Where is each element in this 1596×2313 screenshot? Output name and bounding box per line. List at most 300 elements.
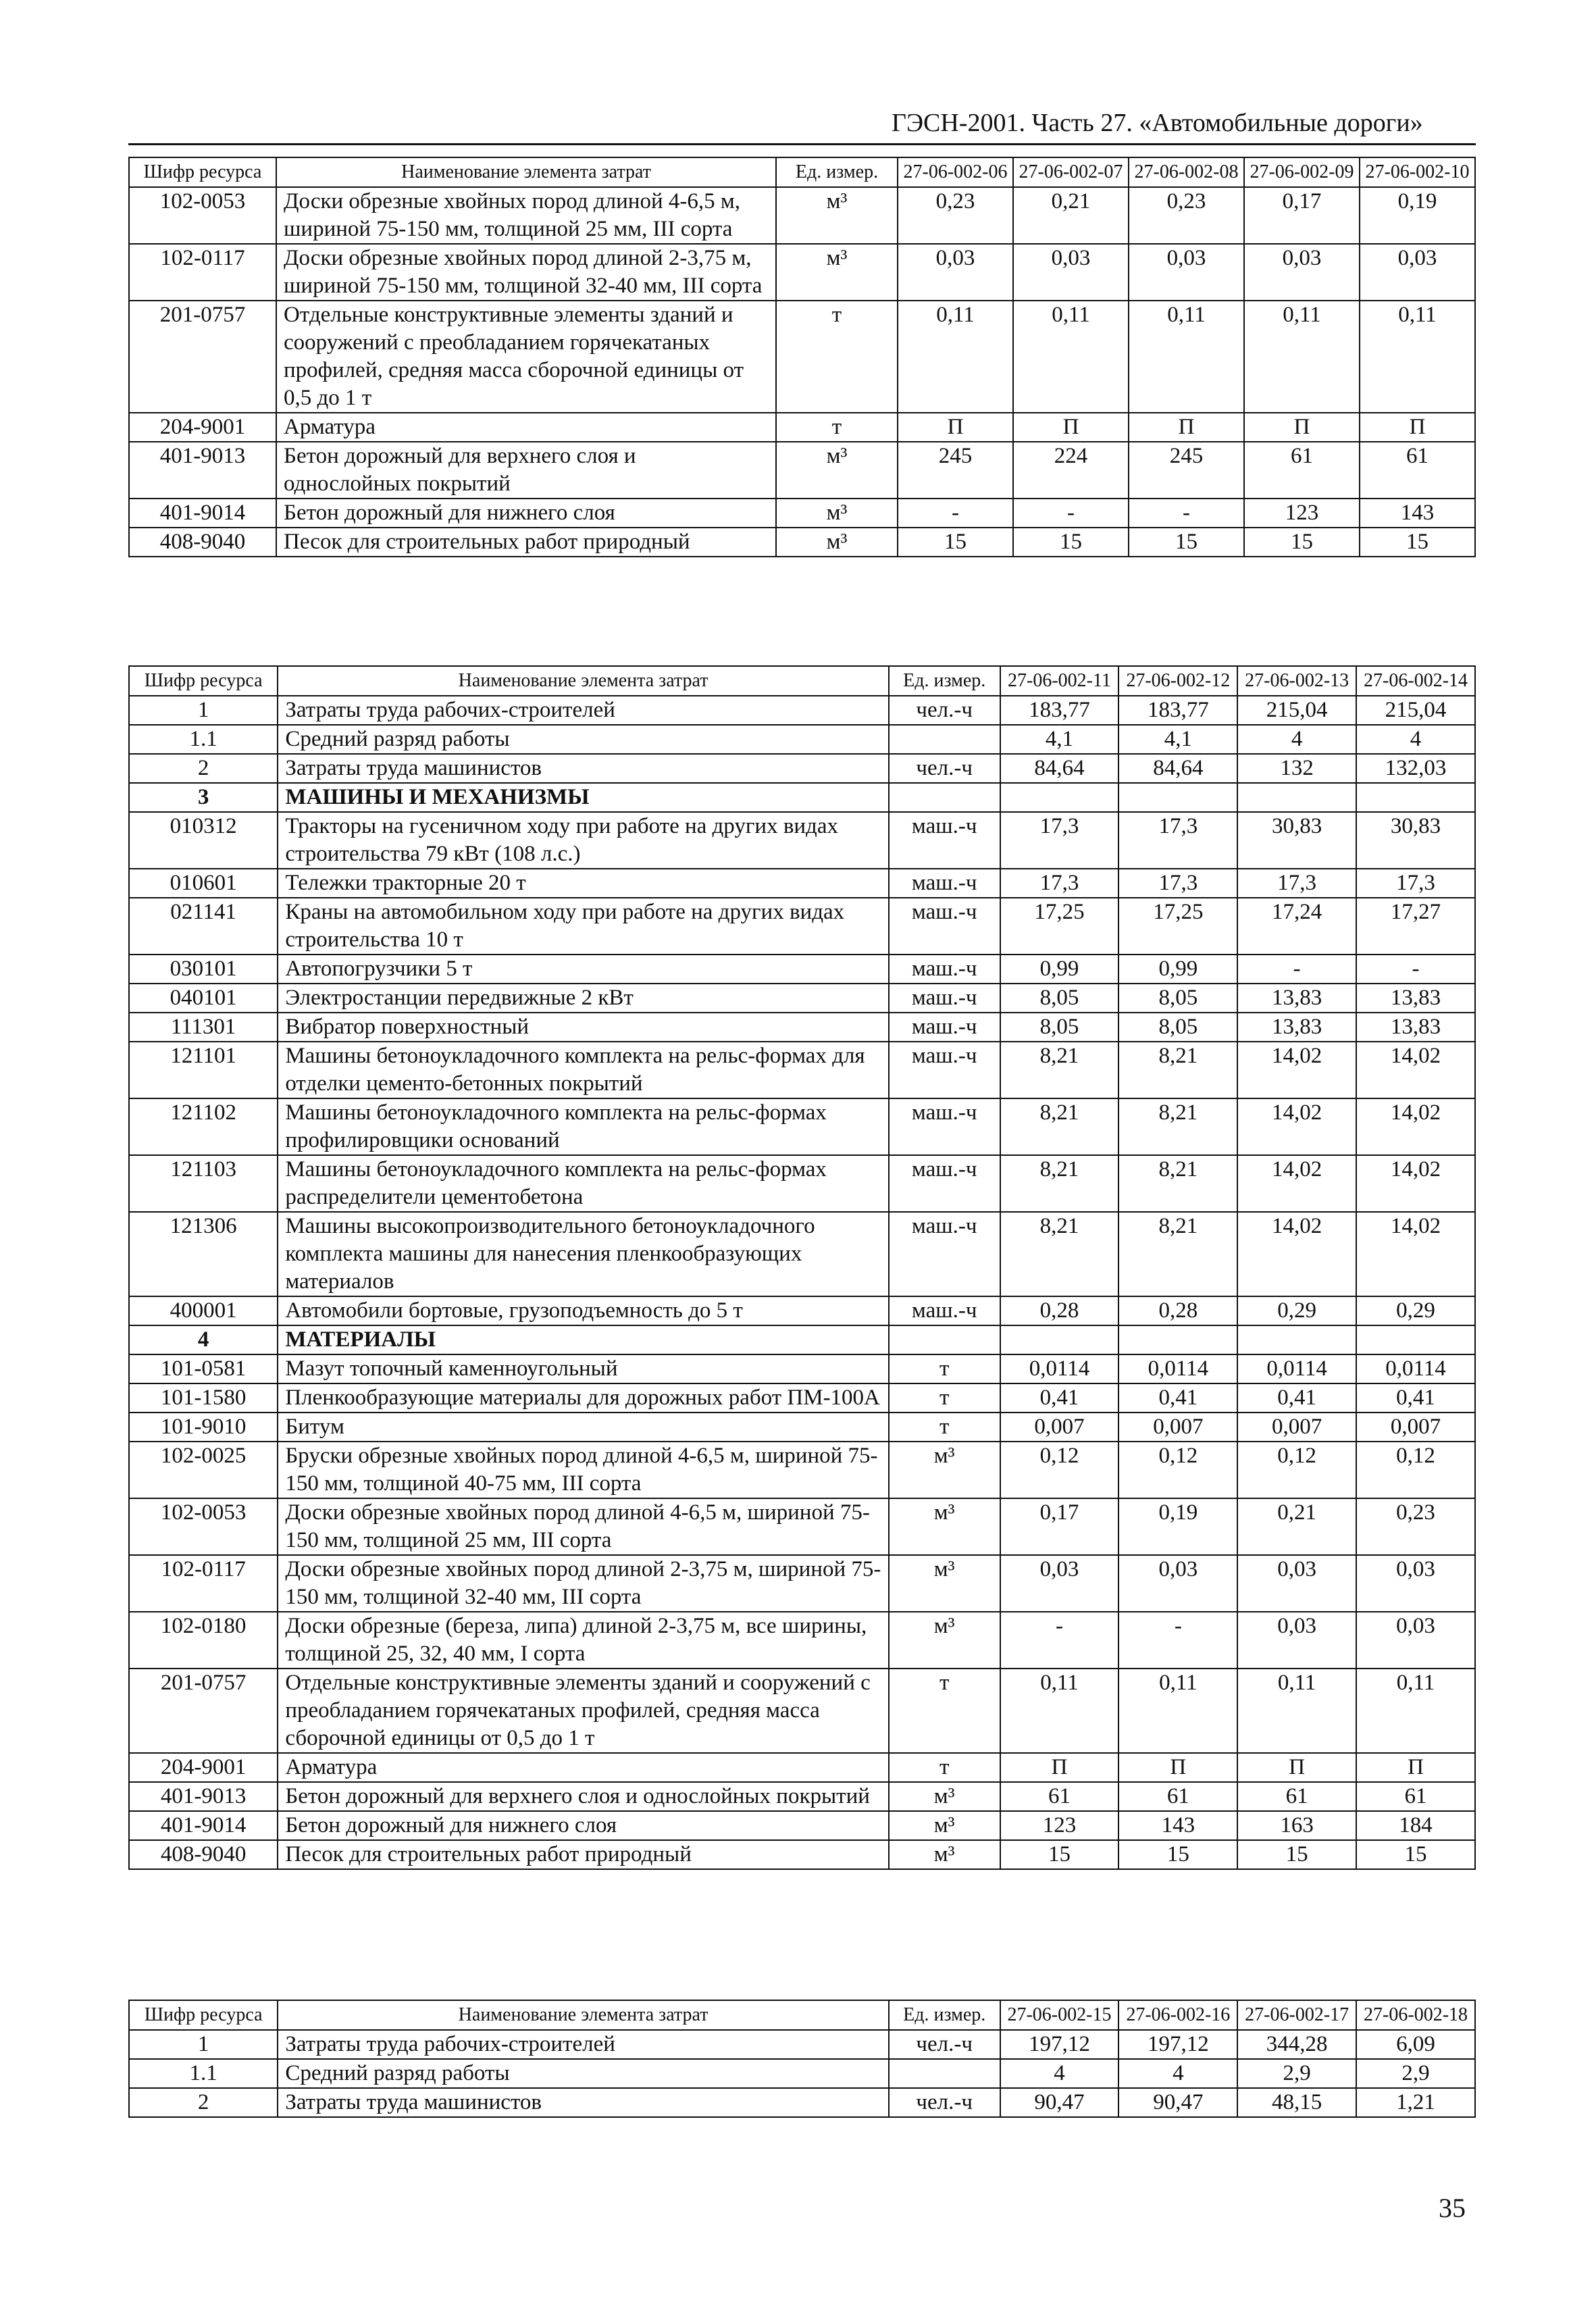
column-header: Шифр ресурса	[129, 2000, 278, 2030]
norm-value: 0,03	[1129, 244, 1244, 301]
resource-name: Машины бетоноукладочного комплекта на рельс-формах профилировщики оснований	[278, 1098, 889, 1155]
unit: м³	[889, 1498, 1000, 1555]
norm-value: 0,03	[1237, 1555, 1356, 1612]
column-header: 27-06-002-16	[1118, 2000, 1237, 2030]
norm-value: 0,0114	[1237, 1354, 1356, 1383]
norm-value: 0,03	[1244, 244, 1360, 301]
norm-value: 8,21	[1000, 1042, 1119, 1098]
unit: чел.-ч	[889, 2030, 1000, 2059]
section-row	[129, 1325, 1475, 1354]
norm-value: 14,02	[1356, 1155, 1475, 1212]
table-row	[129, 2030, 1475, 2059]
norm-value: 0,11	[1118, 1669, 1237, 1753]
unit: т	[776, 413, 898, 442]
column-header: Наименование элемента затрат	[276, 157, 776, 187]
table-row	[129, 1296, 1475, 1325]
resource-name: Машины бетоноукладочного комплекта на рельс-формах для отделки цементо-бетонных покрытий	[278, 1042, 889, 1098]
unit: маш.-ч	[889, 812, 1000, 869]
column-header: 27-06-002-17	[1237, 2000, 1356, 2030]
resource-code: 102-0117	[129, 244, 276, 301]
resource-table-3	[128, 2000, 1476, 2118]
norm-value: 6,09	[1356, 2030, 1475, 2059]
resource-name: Электростанции передвижные 2 кВт	[278, 984, 889, 1013]
norm-value	[1000, 783, 1119, 812]
unit: м³	[889, 1782, 1000, 1811]
table-row	[129, 1413, 1475, 1442]
norm-value: 0,11	[1000, 1669, 1119, 1753]
norm-value: 0,23	[1356, 1498, 1475, 1555]
norm-value: 1,21	[1356, 2088, 1475, 2117]
unit: м³	[889, 1555, 1000, 1612]
norm-value: 0,11	[898, 301, 1013, 413]
unit: т	[889, 1753, 1000, 1782]
norm-value: 0,11	[1237, 1669, 1356, 1753]
norm-value: 0,03	[1356, 1612, 1475, 1669]
unit	[889, 2059, 1000, 2088]
resource-name: Автопогрузчики 5 т	[278, 955, 889, 984]
resource-table-1	[128, 157, 1476, 557]
resource-name: Машины высокопроизводительного бетоноукладочного комплекта машины для нанесения пленкообразующих материалов	[278, 1212, 889, 1296]
norm-value	[1237, 1325, 1356, 1354]
norm-value: П	[1244, 413, 1360, 442]
table-row	[129, 301, 1475, 413]
norm-value: 14,02	[1356, 1042, 1475, 1098]
column-header: Ед. измер.	[889, 666, 1000, 696]
norm-value: 4,1	[1000, 725, 1119, 754]
resource-name: Бруски обрезные хвойных пород длиной 4-6,5 м, шириной 75-150 мм, толщиной 40-75 мм, III сорта	[278, 1442, 889, 1498]
norm-value: 0,17	[1244, 187, 1360, 244]
norm-value: 48,15	[1237, 2088, 1356, 2117]
table-row	[129, 754, 1475, 783]
norm-value: 17,3	[1118, 812, 1237, 869]
resource-name: Мазут топочный каменноугольный	[278, 1354, 889, 1383]
norm-value: 0,23	[898, 187, 1013, 244]
resource-name: Арматура	[276, 413, 776, 442]
norm-value: 0,12	[1118, 1442, 1237, 1498]
norm-value: 0,007	[1237, 1413, 1356, 1442]
norm-value: 17,3	[1237, 869, 1356, 898]
table-row	[129, 1098, 1475, 1155]
norm-value: 84,64	[1118, 754, 1237, 783]
norm-value: 90,47	[1000, 2088, 1119, 2117]
resource-code: 010312	[129, 812, 278, 869]
resource-name: Доски обрезные хвойных пород длиной 4-6,5 м, шириной 75-150 мм, толщиной 25 мм, III сорта	[278, 1498, 889, 1555]
resource-code: 401-9013	[129, 442, 276, 499]
resource-name: МАТЕРИАЛЫ	[278, 1325, 889, 1354]
resource-name: Машины бетоноукладочного комплекта на рельс-формах распределители цементобетона	[278, 1155, 889, 1212]
norm-value: 0,03	[1118, 1555, 1237, 1612]
column-header: 27-06-002-06	[898, 157, 1013, 187]
norm-value: 0,41	[1118, 1383, 1237, 1413]
norm-value: 0,21	[1013, 187, 1129, 244]
column-header: 27-06-002-10	[1360, 157, 1475, 187]
norm-value: 0,41	[1000, 1383, 1119, 1413]
norm-value: 2,9	[1356, 2059, 1475, 2088]
table-row	[129, 244, 1475, 301]
resource-code: 010601	[129, 869, 278, 898]
resource-code: 102-0053	[129, 1498, 278, 1555]
norm-value: П	[1000, 1753, 1119, 1782]
unit: т	[889, 1383, 1000, 1413]
norm-value: 15	[1360, 528, 1475, 557]
norm-value: 0,23	[1129, 187, 1244, 244]
resource-name: Затраты труда рабочих-строителей	[278, 2030, 889, 2059]
norm-value: -	[1356, 955, 1475, 984]
norm-value: 14,02	[1356, 1098, 1475, 1155]
column-header: Шифр ресурса	[129, 157, 276, 187]
table-row	[129, 1155, 1475, 1212]
resource-name: Песок для строительных работ природный	[276, 528, 776, 557]
norm-value: 17,3	[1118, 869, 1237, 898]
column-header: 27-06-002-14	[1356, 666, 1475, 696]
resource-name: Средний разряд работы	[278, 725, 889, 754]
table-row	[129, 1212, 1475, 1296]
norm-value: -	[1118, 1612, 1237, 1669]
norm-value: П	[1013, 413, 1129, 442]
unit: м³	[889, 1612, 1000, 1669]
norm-value: 4	[1356, 725, 1475, 754]
resource-table-2	[128, 665, 1476, 1870]
unit: чел.-ч	[889, 696, 1000, 725]
resource-code: 408-9040	[129, 528, 276, 557]
resource-code: 401-9013	[129, 1782, 278, 1811]
norm-value: 0,03	[1000, 1555, 1119, 1612]
column-header: 27-06-002-15	[1000, 2000, 1119, 2030]
unit	[889, 1325, 1000, 1354]
column-header: Шифр ресурса	[129, 666, 278, 696]
norm-value: 90,47	[1118, 2088, 1237, 2117]
norm-value: 14,02	[1237, 1155, 1356, 1212]
norm-value: 0,99	[1000, 955, 1119, 984]
resource-code: 121103	[129, 1155, 278, 1212]
norm-value: П	[898, 413, 1013, 442]
resource-code: 4	[129, 1325, 278, 1354]
norm-value: 8,05	[1118, 984, 1237, 1013]
table-header-row	[129, 666, 1475, 696]
norm-value: 0,03	[1237, 1612, 1356, 1669]
norm-value: 197,12	[1118, 2030, 1237, 2059]
norm-value: -	[1000, 1612, 1119, 1669]
table-row	[129, 1753, 1475, 1782]
norm-value: 0,11	[1244, 301, 1360, 413]
resource-code: 1	[129, 2030, 278, 2059]
unit: маш.-ч	[889, 1098, 1000, 1155]
norm-value: 123	[1000, 1811, 1119, 1840]
resource-name: Доски обрезные хвойных пород длиной 4-6,5 м, шириной 75-150 мм, толщиной 25 мм, III сорта	[276, 187, 776, 244]
unit: м³	[889, 1840, 1000, 1869]
norm-value: 4	[1000, 2059, 1119, 2088]
table-row	[129, 2088, 1475, 2117]
norm-value: 4,1	[1118, 725, 1237, 754]
norm-value: 13,83	[1237, 984, 1356, 1013]
norm-value: 14,02	[1237, 1042, 1356, 1098]
resource-code: 401-9014	[129, 499, 276, 528]
norm-value: 0,29	[1237, 1296, 1356, 1325]
norm-value: 184	[1356, 1811, 1475, 1840]
norm-value: 0,0114	[1356, 1354, 1475, 1383]
norm-value: 15	[1000, 1840, 1119, 1869]
resource-code: 1.1	[129, 725, 278, 754]
resource-code: 121306	[129, 1212, 278, 1296]
norm-value: 61	[1360, 442, 1475, 499]
table-row	[129, 984, 1475, 1013]
norm-value: 0,21	[1237, 1498, 1356, 1555]
norm-value: 15	[1013, 528, 1129, 557]
resource-code: 101-9010	[129, 1413, 278, 1442]
norm-value: 17,3	[1000, 869, 1119, 898]
norm-value: 4	[1237, 725, 1356, 754]
unit: м³	[889, 1811, 1000, 1840]
table-row	[129, 1811, 1475, 1840]
norm-value: 15	[1129, 528, 1244, 557]
norm-value: 30,83	[1237, 812, 1356, 869]
unit: маш.-ч	[889, 984, 1000, 1013]
resource-code: 111301	[129, 1013, 278, 1042]
norm-value: 0,41	[1237, 1383, 1356, 1413]
resource-code: 030101	[129, 955, 278, 984]
unit: т	[889, 1413, 1000, 1442]
unit: т	[889, 1354, 1000, 1383]
norm-value: 143	[1118, 1811, 1237, 1840]
unit: маш.-ч	[889, 1212, 1000, 1296]
norm-value: 215,04	[1237, 696, 1356, 725]
resource-code: 121101	[129, 1042, 278, 1098]
resource-code: 401-9014	[129, 1811, 278, 1840]
norm-value: 0,03	[1356, 1555, 1475, 1612]
norm-value: 15	[1237, 1840, 1356, 1869]
norm-value: 17,27	[1356, 898, 1475, 955]
norm-value: 17,3	[1000, 812, 1119, 869]
resource-code: 021141	[129, 898, 278, 955]
norm-value: П	[1360, 413, 1475, 442]
resource-code: 102-0025	[129, 1442, 278, 1498]
table-row	[129, 1555, 1475, 1612]
norm-value: П	[1237, 1753, 1356, 1782]
resource-name: Бетон дорожный для нижнего слоя	[276, 499, 776, 528]
norm-value: 123	[1244, 499, 1360, 528]
resource-name: Доски обрезные (береза, липа) длиной 2-3,75 м, все ширины, толщиной 25, 32, 40 мм, I сорта	[278, 1612, 889, 1669]
norm-value: 0,12	[1237, 1442, 1356, 1498]
resource-code: 101-0581	[129, 1354, 278, 1383]
table-row	[129, 869, 1475, 898]
unit: маш.-ч	[889, 898, 1000, 955]
norm-value: 0,11	[1356, 1669, 1475, 1753]
column-header: 27-06-002-18	[1356, 2000, 1475, 2030]
norm-value: 13,83	[1356, 984, 1475, 1013]
norm-value: 245	[898, 442, 1013, 499]
table-row	[129, 725, 1475, 754]
resource-name: Вибратор поверхностный	[278, 1013, 889, 1042]
resource-name: Песок для строительных работ природный	[278, 1840, 889, 1869]
unit: м³	[776, 244, 898, 301]
table-row	[129, 955, 1475, 984]
table-row	[129, 187, 1475, 244]
resource-name: Доски обрезные хвойных пород длиной 2-3,75 м, шириной 75-150 мм, толщиной 32-40 мм, III сорта	[276, 244, 776, 301]
norm-value	[1118, 783, 1237, 812]
resource-code: 201-0757	[129, 301, 276, 413]
norm-value: 132,03	[1356, 754, 1475, 783]
norm-value: 0,28	[1118, 1296, 1237, 1325]
resource-name: Тракторы на гусеничном ходу при работе на других видах строительства 79 кВт (108 л.с.)	[278, 812, 889, 869]
table-row	[129, 1612, 1475, 1669]
unit: маш.-ч	[889, 955, 1000, 984]
resource-name: Затраты труда рабочих-строителей	[278, 696, 889, 725]
resource-code: 040101	[129, 984, 278, 1013]
table-row	[129, 1013, 1475, 1042]
norm-value: П	[1129, 413, 1244, 442]
norm-value: 8,21	[1118, 1212, 1237, 1296]
unit: м³	[889, 1442, 1000, 1498]
norm-value: 163	[1237, 1811, 1356, 1840]
norm-value: 143	[1360, 499, 1475, 528]
resource-name: Затраты труда машинистов	[278, 754, 889, 783]
norm-value: 0,19	[1360, 187, 1475, 244]
resource-code: 1.1	[129, 2059, 278, 2088]
table-row	[129, 1782, 1475, 1811]
norm-value: 0,11	[1360, 301, 1475, 413]
norm-value: 0,17	[1000, 1498, 1119, 1555]
norm-value: 61	[1237, 1782, 1356, 1811]
running-header: ГЭСН-2001. Часть 27. «Автомобильные дороги»	[892, 109, 1423, 137]
norm-value: 0,99	[1118, 955, 1237, 984]
table-row	[129, 1840, 1475, 1869]
norm-value: 8,05	[1000, 1013, 1119, 1042]
norm-value	[1237, 783, 1356, 812]
norm-value: -	[1013, 499, 1129, 528]
norm-value: -	[1237, 955, 1356, 984]
norm-value: 8,21	[1000, 1155, 1119, 1212]
norm-value: 15	[898, 528, 1013, 557]
norm-value: 14,02	[1237, 1212, 1356, 1296]
norm-value: 8,21	[1118, 1042, 1237, 1098]
norm-value: 344,28	[1237, 2030, 1356, 2059]
resource-name: Тележки тракторные 20 т	[278, 869, 889, 898]
resource-name: Краны на автомобильном ходу при работе на других видах строительства 10 т	[278, 898, 889, 955]
column-header: Наименование элемента затрат	[278, 2000, 889, 2030]
norm-value: 15	[1356, 1840, 1475, 1869]
table-row	[129, 1354, 1475, 1383]
norm-value: 13,83	[1356, 1013, 1475, 1042]
table-row	[129, 1669, 1475, 1753]
table-header-row	[129, 157, 1475, 187]
norm-value: 8,21	[1118, 1098, 1237, 1155]
norm-value: 0,03	[1360, 244, 1475, 301]
unit: маш.-ч	[889, 1042, 1000, 1098]
resource-code: 204-9001	[129, 1753, 278, 1782]
norm-value: 0,12	[1356, 1442, 1475, 1498]
resource-name: Доски обрезные хвойных пород длиной 2-3,75 м, шириной 75-150 мм, толщиной 32-40 мм, III сорта	[278, 1555, 889, 1612]
resource-code: 1	[129, 696, 278, 725]
unit	[889, 783, 1000, 812]
resource-name: Битум	[278, 1413, 889, 1442]
norm-value: 17,25	[1118, 898, 1237, 955]
unit: т	[889, 1669, 1000, 1753]
norm-value	[1356, 783, 1475, 812]
unit: м³	[776, 442, 898, 499]
norm-value: 0,0114	[1118, 1354, 1237, 1383]
resource-code: 204-9001	[129, 413, 276, 442]
norm-value: 0,03	[1013, 244, 1129, 301]
resource-name: Бетон дорожный для верхнего слоя и однослойных покрытий	[278, 1782, 889, 1811]
column-header: Наименование элемента затрат	[278, 666, 889, 696]
table-row	[129, 1042, 1475, 1098]
norm-value: 14,02	[1237, 1098, 1356, 1155]
norm-value: 0,007	[1000, 1413, 1119, 1442]
norm-value	[1356, 1325, 1475, 1354]
resource-code: 408-9040	[129, 1840, 278, 1869]
norm-value: -	[1129, 499, 1244, 528]
resource-name: МАШИНЫ И МЕХАНИЗМЫ	[278, 783, 889, 812]
unit: чел.-ч	[889, 754, 1000, 783]
unit: маш.-ч	[889, 1155, 1000, 1212]
norm-value: 183,77	[1000, 696, 1119, 725]
norm-value: 30,83	[1356, 812, 1475, 869]
norm-value: 197,12	[1000, 2030, 1119, 2059]
resource-name: Автомобили бортовые, грузоподъемность до 5 т	[278, 1296, 889, 1325]
norm-value: 61	[1000, 1782, 1119, 1811]
norm-value: 84,64	[1000, 754, 1119, 783]
norm-value: 245	[1129, 442, 1244, 499]
table-row	[129, 528, 1475, 557]
column-header: 27-06-002-11	[1000, 666, 1119, 696]
table-row	[129, 499, 1475, 528]
column-header: Ед. измер.	[889, 2000, 1000, 2030]
norm-value: 8,21	[1000, 1098, 1119, 1155]
resource-name: Отдельные конструктивные элементы зданий и сооружений с преобладанием горячекатаных профилей, средняя масса сборочной единицы от 0,5 до 1 т	[276, 301, 776, 413]
resource-code: 102-0180	[129, 1612, 278, 1669]
unit: маш.-ч	[889, 1296, 1000, 1325]
unit: м³	[776, 187, 898, 244]
table-row	[129, 413, 1475, 442]
norm-value: 17,25	[1000, 898, 1119, 955]
norm-value: 15	[1118, 1840, 1237, 1869]
norm-value	[1000, 1325, 1119, 1354]
unit: чел.-ч	[889, 2088, 1000, 2117]
page-number: 35	[1439, 2193, 1466, 2223]
resource-code: 2	[129, 754, 278, 783]
resource-code: 121102	[129, 1098, 278, 1155]
table-row	[129, 1383, 1475, 1413]
table-row	[129, 898, 1475, 955]
norm-value: 61	[1244, 442, 1360, 499]
resource-name: Бетон дорожный для нижнего слоя	[278, 1811, 889, 1840]
norm-value	[1118, 1325, 1237, 1354]
norm-value: 0,41	[1356, 1383, 1475, 1413]
resource-name: Бетон дорожный для верхнего слоя и однослойных покрытий	[276, 442, 776, 499]
norm-value: 224	[1013, 442, 1129, 499]
resource-name: Средний разряд работы	[278, 2059, 889, 2088]
norm-value: 8,05	[1000, 984, 1119, 1013]
resource-code: 102-0117	[129, 1555, 278, 1612]
norm-value: 15	[1244, 528, 1360, 557]
section-row	[129, 783, 1475, 812]
unit: маш.-ч	[889, 1013, 1000, 1042]
norm-value: 183,77	[1118, 696, 1237, 725]
column-header: 27-06-002-13	[1237, 666, 1356, 696]
norm-value: 0,007	[1356, 1413, 1475, 1442]
norm-value: П	[1356, 1753, 1475, 1782]
resource-name: Затраты труда машинистов	[278, 2088, 889, 2117]
table-row	[129, 442, 1475, 499]
resource-name: Отдельные конструктивные элементы зданий и сооружений с преобладанием горячекатаных профилей, средняя масса сборочной единицы от 0,5 до 1 т	[278, 1669, 889, 1753]
resource-code: 102-0053	[129, 187, 276, 244]
unit	[889, 725, 1000, 754]
norm-value: 17,24	[1237, 898, 1356, 955]
norm-value: 0,29	[1356, 1296, 1475, 1325]
unit: т	[776, 301, 898, 413]
resource-code: 3	[129, 783, 278, 812]
resource-code: 201-0757	[129, 1669, 278, 1753]
